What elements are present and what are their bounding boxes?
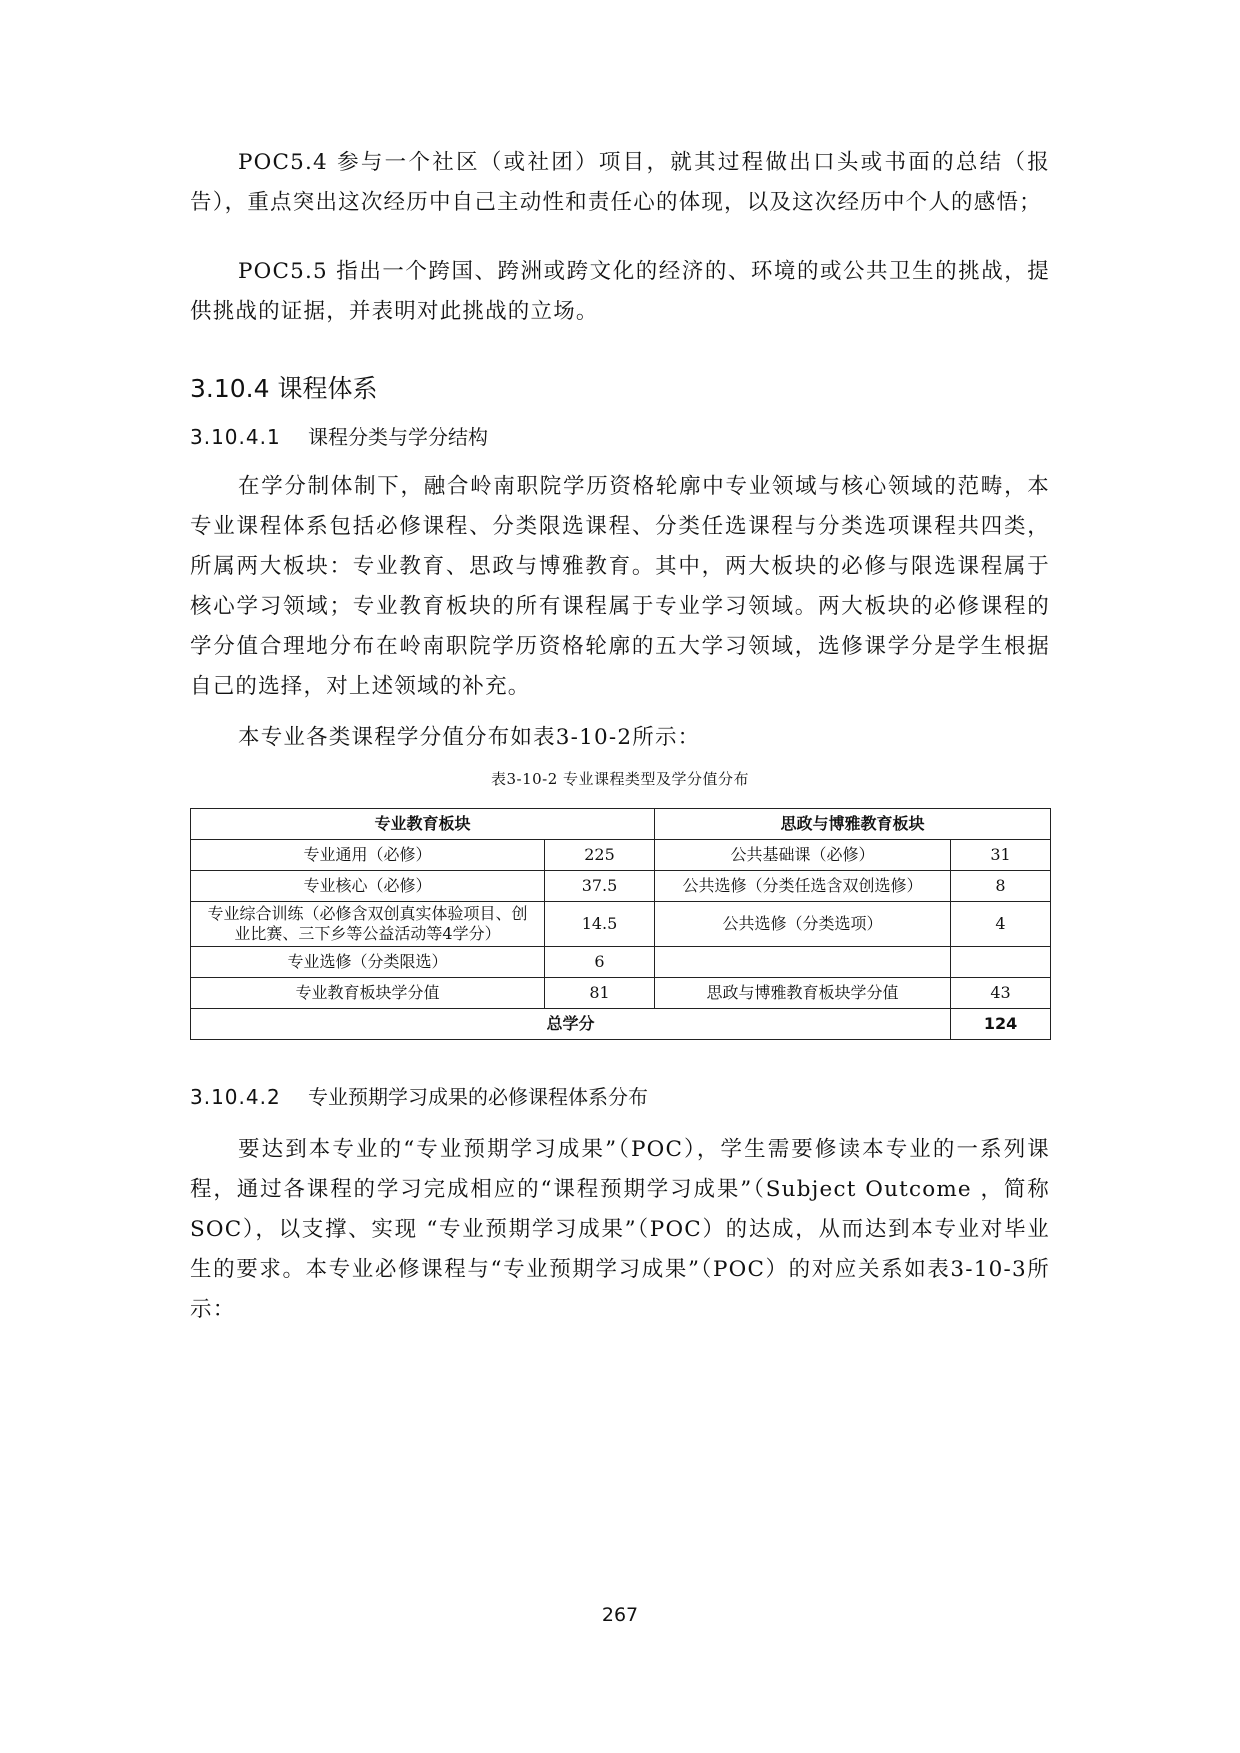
cell-right-name: 思政与博雅教育板块学分值 — [655, 978, 951, 1009]
table-total-row — [191, 1009, 1051, 1040]
subsection-title-1: 课程分类与学分结构 — [308, 425, 488, 449]
cell-left-name: 专业综合训练（必修含双创真实体验项目、创业比赛、三下乡等公益活动等4学分） — [191, 902, 545, 947]
subsection-number-2: 3.10.4.2 — [190, 1085, 281, 1109]
page-number: 267 — [601, 1604, 639, 1626]
cell-right-name: 公共选修（分类任选含双创选修） — [655, 871, 951, 902]
header-professional-block: 专业教育板块 — [191, 809, 655, 840]
paragraph-table-intro: 本专业各类课程学分值分布如表3-10-2所示： — [238, 725, 701, 750]
paragraph-poc-course-system: 要达到本专业的“专业预期学习成果”（POC），学生需要修读本专业的一系列课程，通过各课程的学习完成相应的“课程预期学习成果”（Subject Outcome ，简称SOC），以支撑、实现 “专业预期学习成果”（POC）的达成，从而达到本专业对毕业生的要求。本专业必修课程与“专业预期学习成果”（POC）的对应关系如表3-10-3所示： — [190, 1137, 1050, 1322]
cell-right-name: 公共选修（分类选项） — [655, 902, 951, 947]
table-row — [191, 947, 1051, 978]
cell-left-name: 专业核心（必修） — [191, 871, 545, 902]
cell-right-name: 公共基础课（必修） — [655, 840, 951, 871]
credit-distribution-table — [190, 808, 1051, 1040]
table-row — [191, 902, 1051, 947]
cell-left-value: 225 — [545, 840, 655, 871]
table-header-row — [191, 809, 1051, 840]
cell-left-value: 6 — [545, 947, 655, 978]
cell-left-value: 37.5 — [545, 871, 655, 902]
section-number: 3.10.4 — [190, 374, 270, 403]
total-credits-value: 124 — [951, 1009, 1051, 1040]
cell-left-value: 81 — [545, 978, 655, 1009]
cell-left-name: 专业教育板块学分值 — [191, 978, 545, 1009]
cell-left-value: 14.5 — [545, 902, 655, 947]
header-ideological-liberal-block: 思政与博雅教育板块 — [655, 809, 1051, 840]
table-caption: 表3-10-2 专业课程类型及学分值分布 — [490, 770, 750, 788]
subsection-heading-2 — [190, 1082, 648, 1112]
section-title: 课程体系 — [277, 374, 378, 403]
subsection-number-1: 3.10.4.1 — [190, 425, 281, 449]
paragraph-poc55: POC5.5 指出一个跨国、跨洲或跨文化的经济的、环境的或公共卫生的挑战，提供挑战的证据，并表明对此挑战的立场。 — [190, 259, 1050, 324]
table-row — [191, 978, 1051, 1009]
paragraph-credit-structure: 在学分制体制下，融合岭南职院学历资格轮廓中专业领域与核心领域的范畴，本专业课程体系包括必修课程、分类限选课程、分类任选课程与分类选项课程共四类，所属两大板块：专业教育、思政与博雅教育。其中，两大板块的必修与限选课程属于核心学习领域；专业教育板块的所有课程属于专业学习领域。两大板块的必修课程的学分值合理地分布在岭南职院学历资格轮廓的五大学习领域，选修课学分是学生根据自己的选择，对上述领域的补充。 — [190, 474, 1050, 699]
cell-left-name: 专业通用（必修） — [191, 840, 545, 871]
cell-right-value: 4 — [951, 902, 1051, 947]
table-row — [191, 871, 1051, 902]
total-credits-label: 总学分 — [191, 1009, 951, 1040]
cell-right-name — [655, 947, 951, 978]
subsection-title-2: 专业预期学习成果的必修课程体系分布 — [308, 1085, 648, 1109]
paragraph-poc54: POC5.4 参与一个社区（或社团）项目，就其过程做出口头或书面的总结（报告），重点突出这次经历中自己主动性和责任心的体现，以及这次经历中个人的感悟； — [190, 150, 1050, 215]
subsection-heading-1 — [190, 422, 488, 452]
table-row — [191, 840, 1051, 871]
cell-right-value: 8 — [951, 871, 1051, 902]
cell-right-value: 31 — [951, 840, 1051, 871]
cell-right-value — [951, 947, 1051, 978]
cell-right-value: 43 — [951, 978, 1051, 1009]
section-heading — [190, 372, 378, 406]
cell-left-name: 专业选修（分类限选） — [191, 947, 545, 978]
